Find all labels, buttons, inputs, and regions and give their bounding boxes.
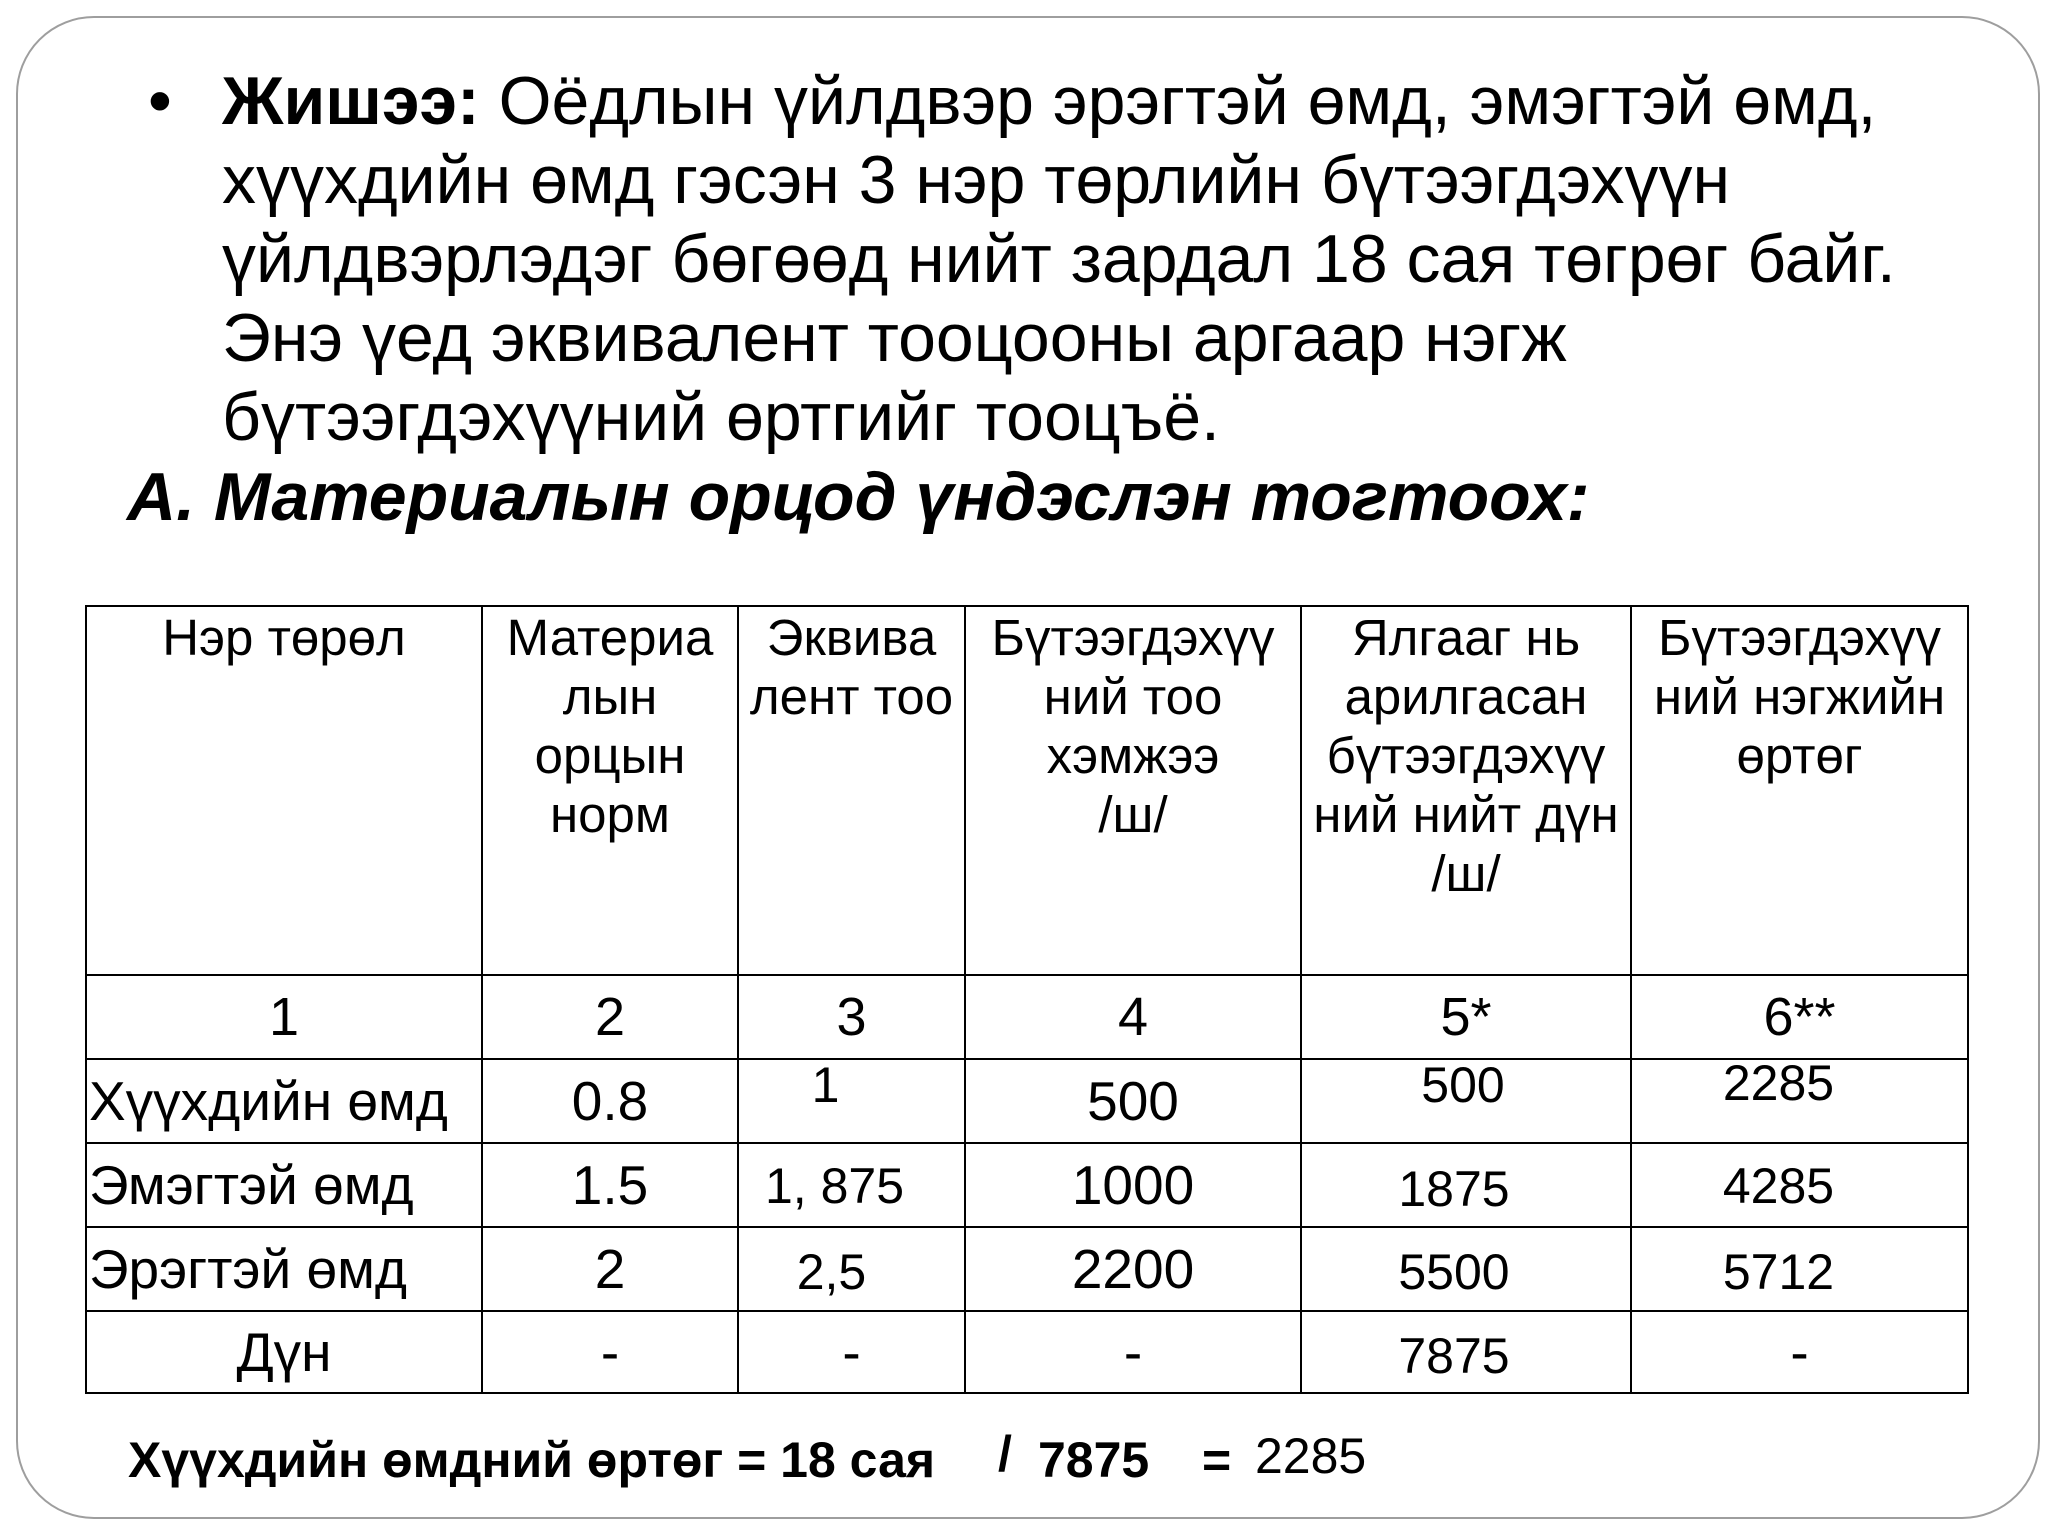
material-norm-cell: 1.5 [482, 1143, 738, 1227]
table-row [86, 1059, 1968, 1143]
unit-cost-cell [1631, 1143, 1968, 1227]
header-product-type: Нэр төрөл [86, 606, 482, 975]
table-total-row [86, 1311, 1968, 1393]
header-unit-cost: Бүтээгдэхүү ний нэгжийн өртөг [1631, 606, 1968, 975]
bullet-icon: • [148, 63, 172, 139]
equivalent-value: 1, 875 [764, 1158, 904, 1214]
unit-cost-value: 2285 [1722, 1055, 1835, 1111]
adjusted-total-cell [1301, 1311, 1631, 1393]
example-line-1-text: Оёдлын үйлдвэр эрэгтэй өмд, эмэгтэй өмд, [498, 63, 1877, 139]
material-norm-cell: - [482, 1311, 738, 1393]
row-label: Эрэгтэй өмд [86, 1227, 482, 1311]
column-number: 1 [86, 975, 482, 1059]
adjusted-total-cell [1301, 1227, 1631, 1311]
material-norm-cell: 0.8 [482, 1059, 738, 1143]
example-line-2: хүүхдийн өмд гэсэн 3 нэр төрлийн бүтээгдэхүүн [222, 142, 1731, 218]
row-label: Эмэгтэй өмд [86, 1143, 482, 1227]
table-row [86, 1227, 1968, 1311]
adjusted-total-value: 500 [1421, 1057, 1505, 1113]
example-line-4: Энэ үед эквивалент тооцооны аргаар нэгж [222, 300, 1567, 376]
equivalent-cell [738, 1059, 965, 1143]
column-number: 3 [738, 975, 965, 1059]
equivalent-value: 2,5 [796, 1244, 867, 1300]
column-number: 6** [1631, 975, 1968, 1059]
column-number: 4 [965, 975, 1301, 1059]
table-row [86, 1143, 1968, 1227]
formula-left: Хүүхдийн өмдний өртөг = 18 сая [128, 1432, 936, 1488]
column-number: 2 [482, 975, 738, 1059]
unit-cost-cell: - [1631, 1311, 1968, 1393]
formula-divisor: 7875 [1038, 1432, 1150, 1488]
material-norm-cell: 2 [482, 1227, 738, 1311]
header-equivalent: Эквива лент тоо [738, 606, 965, 975]
row-label-total: Дүн [86, 1311, 482, 1393]
formula-equals: = [1202, 1432, 1232, 1488]
unit-cost-cell [1631, 1227, 1968, 1311]
adjusted-total-cell [1301, 1143, 1631, 1227]
column-number: 5* [1301, 975, 1631, 1059]
example-paragraph [222, 62, 1896, 457]
example-label: Жишээ: [222, 63, 480, 139]
adjusted-total-cell [1301, 1059, 1631, 1143]
row-label: Хүүхдийн өмд [86, 1059, 482, 1143]
example-line-1 [222, 62, 1896, 141]
example-line-3: үйлдвэрлэдэг бөгөөд нийт зардал 18 сая төгрөг байг. [222, 221, 1896, 297]
cost-table [85, 605, 1969, 1394]
unit-cost-cell [1631, 1055, 1968, 1143]
adjusted-total-value: 7875 [1398, 1328, 1510, 1384]
header-material-norm: Материа лын орцын норм [482, 606, 738, 975]
quantity-cell: - [965, 1311, 1301, 1393]
adjusted-total-value: 1875 [1398, 1161, 1510, 1217]
adjusted-total-value: 5500 [1398, 1244, 1510, 1300]
quantity-cell: 1000 [965, 1143, 1301, 1227]
equivalent-cell [738, 1227, 965, 1311]
table-header-row [86, 606, 1968, 975]
equivalent-cell: - [738, 1311, 965, 1393]
unit-cost-value: 5712 [1722, 1244, 1835, 1300]
quantity-cell: 2200 [965, 1227, 1301, 1311]
header-adjusted-total: Ялгааг нь арилгасан бүтээгдэхүү ний нийт дүн /ш/ [1301, 606, 1631, 975]
formula-slash: / [998, 1426, 1012, 1482]
example-line-5: бүтээгдэхүүний өртгийг тооцъё. [222, 379, 1220, 455]
formula-result: 2285 [1255, 1428, 1367, 1484]
quantity-cell: 500 [965, 1059, 1301, 1143]
equivalent-value: 1 [811, 1057, 840, 1113]
unit-cost-value: 4285 [1722, 1158, 1835, 1214]
equivalent-cell [738, 1143, 965, 1227]
section-heading: А. Материалын орцод үндэслэн тогтоох: [127, 459, 1590, 535]
header-quantity: Бүтээгдэхүү ний тоо хэмжээ /ш/ [965, 606, 1301, 975]
column-number-row [86, 975, 1968, 1059]
